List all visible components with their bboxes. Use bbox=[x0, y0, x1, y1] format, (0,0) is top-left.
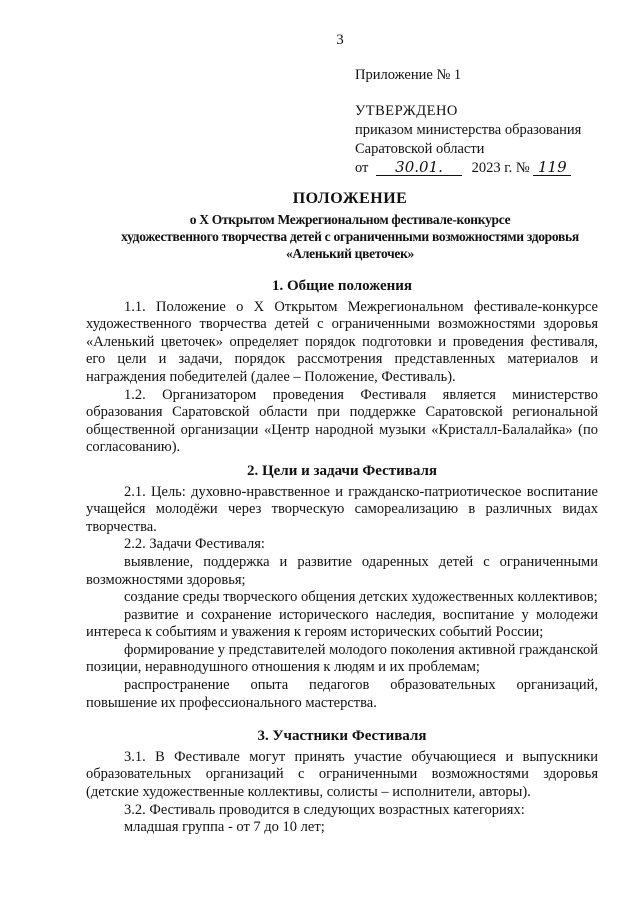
year-label: 2023 г. № bbox=[471, 160, 530, 176]
paragraph-1-2: 1.2. Организатором проведения Фестиваля является министерство образования Саратовской области при поддержке Саратовской региональной общественной организации «Центр народной музыки «Кристалл-Балалайка» (по согласованию). bbox=[86, 386, 598, 456]
section-1-heading: 1. Общие положения bbox=[271, 278, 413, 294]
order-date-line bbox=[355, 159, 581, 178]
task-item: развитие и сохранение исторического наследия, воспитание у молодежи интереса к событиям и уважения к героям исторических событий России; bbox=[86, 606, 598, 641]
document-title bbox=[70, 190, 630, 262]
paragraph-1-1: 1.1. Положение о X Открытом Межрегиональном фестивале-конкурсе художественного творчества детей с ограниченными возможностями здоровья «Аленький цветочек» определяет порядок подготовки и проведения фестиваля, его цели и задачи, порядок рассмотрения представленных материалов и награждения победителей (далее – Положение, Фестиваль). bbox=[86, 298, 598, 385]
approved-label: УТВЕРЖДЕНО bbox=[355, 103, 458, 119]
from-label: от bbox=[355, 160, 369, 176]
paragraph-3-1: 3.1. В Фестивале могут принять участие обучающиеся и выпускники образовательных организаций с ограниченными возможностями здоровья (детские художественные коллективы, солисты – исполнители, авторы). bbox=[86, 748, 598, 801]
order-line-1: приказом министерства образования bbox=[355, 122, 582, 138]
section-2-heading: 2. Цели и задачи Фестиваля bbox=[246, 462, 438, 479]
title-line-2: художественного творчества детей с ограниченными возможностями здоровья bbox=[121, 229, 579, 244]
order-line-2: Саратовской области bbox=[355, 141, 485, 157]
section-3-heading: 3. Участники Фестиваля bbox=[257, 728, 427, 745]
paragraph-2-2: 2.2. Задачи Фестиваля: bbox=[124, 536, 265, 553]
handwritten-order-number: 119 bbox=[533, 159, 571, 176]
task-item: распространение опыта педагогов образовательных организаций, повышение их профессионального мастерства. bbox=[86, 677, 598, 711]
title-line-3: «Аленький цветочек» bbox=[285, 246, 415, 261]
document-body bbox=[86, 272, 598, 837]
handwritten-date: 30.01. bbox=[376, 159, 462, 176]
paragraph-3-2: 3.2. Фестиваль проводится в следующих возрастных категориях: bbox=[124, 801, 525, 818]
task-item: создание среды творческого общения детских художественных коллективов; bbox=[124, 589, 598, 606]
age-group-item: младшая группа - от 7 до 10 лет; bbox=[124, 819, 325, 836]
task-item: выявление, поддержка и развитие одаренных детей с ограниченными возможностями здоровья; bbox=[86, 553, 598, 588]
title-line-1: о X Открытом Межрегиональном фестивале-конкурсе bbox=[189, 212, 511, 227]
title-main: ПОЛОЖЕНИЕ bbox=[292, 190, 408, 207]
page-number: 3 bbox=[336, 32, 344, 48]
task-item: формирование у представителей молодого поколения активной гражданской позиции, неравнодушного отношения к людям и их проблемам; bbox=[86, 641, 598, 676]
approval-block bbox=[355, 66, 581, 178]
appendix-label: Приложение № 1 bbox=[355, 67, 462, 83]
paragraph-2-1: 2.1. Цель: духовно-нравственное и гражданско-патриотическое воспитание учащейся молодёжи через творческую самореализацию в различных видах творчества. bbox=[86, 483, 598, 535]
